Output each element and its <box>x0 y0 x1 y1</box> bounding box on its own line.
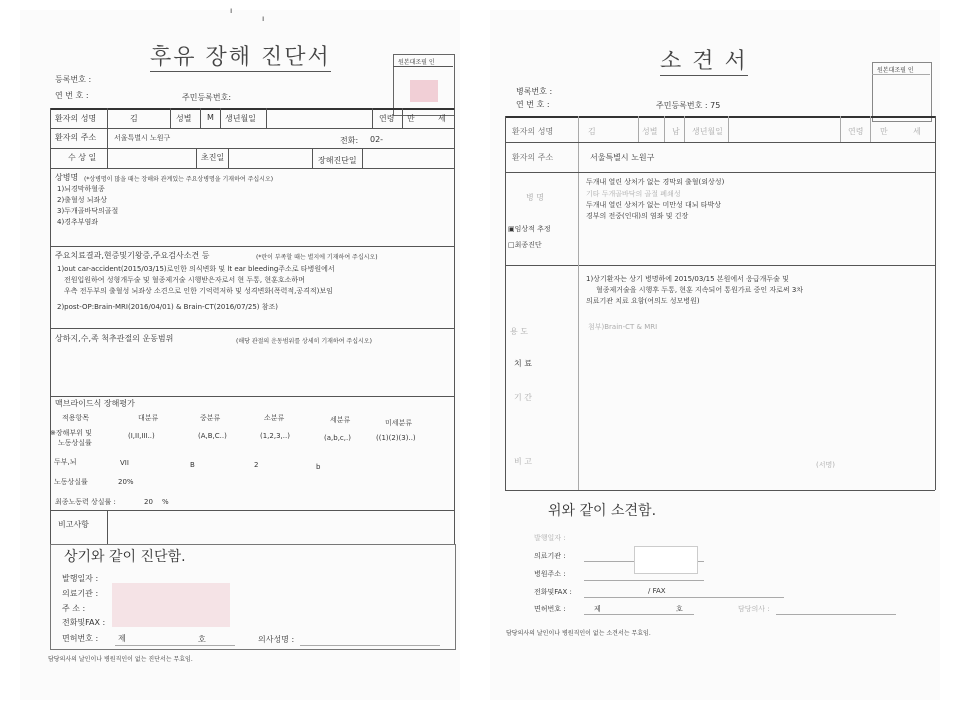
serial-label: 연 번 호 : <box>55 91 89 100</box>
sex-label: 성별 <box>642 127 658 136</box>
serial-label: 연 번 호 : <box>516 100 550 109</box>
cell-detail: b <box>316 463 321 471</box>
row-divider <box>505 265 935 266</box>
diagnosis-item: 1)뇌경막하혈종 <box>57 185 105 193</box>
opinion-line: 혈종제거술을 시행후 두통, 현훈 지속되어 통원가료 중인 자로써 3차 <box>596 286 804 294</box>
table-right-border <box>935 116 936 490</box>
cell-major: VII <box>120 459 129 467</box>
conclusion: 상기와 같이 진단함. <box>64 549 186 565</box>
patient-name-value: 김 <box>130 114 138 123</box>
row-divider <box>50 168 454 169</box>
table-left-border <box>50 108 51 544</box>
col-divider <box>228 148 229 168</box>
hospital-addr-label: 병원주소 : <box>534 570 566 578</box>
clinical-label: ▣임상적 추정 <box>508 225 551 233</box>
underline <box>300 645 440 646</box>
cell-rate: 20% <box>118 478 134 486</box>
treatment-label: 치 료 <box>514 359 532 368</box>
row-label: 노동상실률 <box>54 478 88 486</box>
disease-line: 두개내 열린 상처가 없는 미만성 대뇌 타박상 <box>586 201 722 209</box>
reg-no-label: 병록번호 : <box>516 87 553 96</box>
col-divider <box>107 148 108 168</box>
rrn-label: 주민등록번호: <box>182 93 232 102</box>
injury-date-label: 수 상 일 <box>68 153 97 162</box>
treatment-note: (*란이 부족할 때는 별지에 기재하여 주십시오) <box>256 254 378 261</box>
page-title: 소 견 서 <box>660 44 748 76</box>
table-bottom-border <box>505 490 935 491</box>
table-right-border <box>454 108 455 544</box>
rrn-label: 주민등록번호 : 75 <box>656 101 721 110</box>
mcbride-label: 맥브라이드식 장해평가 <box>55 399 135 408</box>
disease-line: 두개내 열린 상처가 없는 경막외 출혈(외상성) <box>586 178 725 186</box>
treatment-line: 전원입원하여 성형개두술 및 혈종제거술 시행받은자로서 현 두통, 현훈호소하며 <box>64 276 305 284</box>
row-divider <box>50 148 454 149</box>
disease-name-label: 상병명 <box>55 173 79 182</box>
cell-small: 2 <box>254 461 259 469</box>
remark-value: 첨부)Brain-CT & MRI <box>588 323 658 331</box>
cell-medium: (A,B,C..) <box>198 432 227 440</box>
row-divider <box>505 142 935 143</box>
footer-note: 담당의사의 날인이나 병원직인이 없는 소견서는 무효임. <box>506 630 651 637</box>
row-label: ※장해부위 및 <box>50 429 92 437</box>
sex-value: 남 <box>672 127 680 136</box>
cell-fine: ((1)(2)(3)..) <box>376 434 416 442</box>
cell-small: (1,2,3,..) <box>260 432 290 440</box>
first-visit-label: 초진일 <box>201 153 225 162</box>
phone-label: 전화: <box>340 136 359 145</box>
col-divider <box>107 510 108 544</box>
license-label: 면허번호 : <box>534 605 566 613</box>
stamp-label: 원본대조필 인 <box>877 67 914 74</box>
address-label-sig: 주 소 : <box>62 604 86 613</box>
opinion-line: 의료기관 치료 요함(여의도 성모병원) <box>586 297 700 305</box>
note-label: 비 고 <box>514 457 532 466</box>
issue-date-label: 발행일자 : <box>534 534 566 542</box>
final-rate-unit: % <box>162 498 169 506</box>
col-divider <box>684 116 685 142</box>
redacted-stamp <box>410 80 438 102</box>
col-header-fine: 미세분류 <box>385 419 413 427</box>
diagnosis-item: 3)두개골바닥의골절 <box>57 207 119 215</box>
col-header-detail: 세분류 <box>330 416 351 424</box>
sex-value: M <box>207 113 214 122</box>
row-label: 노동상실률 <box>58 439 92 447</box>
diagnosis-item: 4)경추부염좌 <box>57 218 98 226</box>
disease-line: 경부의 전중(인대)의 염좌 및 긴장 <box>586 212 689 220</box>
remarks-label: 비고사항 <box>58 520 89 529</box>
treatment-label: 주요치료결과,현증및기왕증,주요검사소견 등 <box>55 251 210 260</box>
license-prefix: 제 <box>118 634 126 643</box>
col-divider <box>638 116 639 142</box>
underline <box>584 614 694 615</box>
cell-medium: B <box>190 461 195 469</box>
col-divider <box>578 265 579 490</box>
license-prefix: 제 <box>594 605 601 613</box>
age-label: 연령 <box>379 114 395 123</box>
opinion-line: 1)상기환자는 상기 병명하에 2015/03/15 본원에서 응급개두술 및 <box>586 275 789 283</box>
license-label: 면허번호 : <box>62 634 99 643</box>
cell-detail: (a,b,c,.) <box>324 434 351 442</box>
final-rate-value: 20 <box>144 498 153 506</box>
cell-major: (I,II,III..) <box>128 432 155 440</box>
institution-label: 의료기관 : <box>62 589 99 598</box>
scan-mark: ı <box>262 14 265 23</box>
scan-mark: ı <box>230 6 233 15</box>
page-title: 후유 장해 진단서 <box>150 40 331 72</box>
remark-label: 용 도 <box>510 327 528 336</box>
stamp-divider <box>393 66 453 67</box>
age-value: 만 <box>880 127 888 136</box>
stamp-divider <box>872 74 930 75</box>
address-value: 서울특별시 노원구 <box>114 134 171 142</box>
col-divider <box>220 108 221 128</box>
col-divider <box>312 148 313 168</box>
footer-note: 담당의사의 날인이나 병원직인이 없는 진단서는 무효임. <box>48 656 193 663</box>
doctor-label: 담당의사 : <box>738 605 770 613</box>
col-divider <box>728 116 729 142</box>
age-suffix: 세 <box>913 127 921 136</box>
row-divider <box>50 510 454 511</box>
row-divider <box>50 396 454 397</box>
col-divider <box>372 108 373 128</box>
table-top-border <box>50 108 454 110</box>
rom-note: (해당 관절의 운동범위를 상세히 기재하여 주십시오) <box>236 338 372 345</box>
col-divider <box>840 116 841 142</box>
address-label: 환자의 주소 <box>512 153 554 162</box>
treatment-line: 2)post-OP:Brain-MRI(2016/04/01) & Brain-CT(2016/07/25) 참조) <box>57 303 279 311</box>
rom-label: 상하지,수,족 척추관절의 운동범위 <box>55 334 174 343</box>
patient-name-label: 환자의 성명 <box>512 127 554 136</box>
disease-label: 병 명 <box>526 193 544 202</box>
disease-line: 기타 두개골바닥의 골절 폐쇄성 <box>586 190 681 198</box>
tel-label: 전화및FAX : <box>534 588 572 596</box>
col-divider <box>170 108 171 128</box>
fax-label: / FAX <box>648 587 666 595</box>
disease-name-note: (*상병명이 많을 때는 장해와 관계있는 주요상병명을 기재하여 주십시오) <box>84 176 274 183</box>
col-divider <box>870 116 871 142</box>
address-value: 서울특별시 노원구 <box>590 153 655 162</box>
issue-date-label: 발행일자 : <box>62 574 99 583</box>
reg-no-label: 등록번호 : <box>55 75 92 84</box>
underline <box>584 580 704 581</box>
col-header-small: 소분류 <box>264 414 285 422</box>
col-divider <box>402 108 403 128</box>
redacted-seal <box>634 546 698 574</box>
signature-label: (서명) <box>816 461 835 469</box>
col-divider <box>266 108 267 128</box>
col-header-item: 적용항목 <box>62 414 90 422</box>
tel-label: 전화및FAX : <box>62 618 106 627</box>
redacted-seal <box>112 583 230 627</box>
doctor-label: 의사성명 : <box>258 635 295 644</box>
address-label: 환자의 주소 <box>55 133 97 142</box>
col-divider <box>664 116 665 142</box>
age-suffix: 세 <box>438 114 446 123</box>
birth-label: 생년월일 <box>692 127 723 136</box>
col-header-medium: 중분류 <box>200 414 221 422</box>
underline <box>584 597 784 598</box>
age-prefix: 만 <box>407 114 415 123</box>
row-divider <box>50 128 454 129</box>
stamp-label: 원본대조필 인 <box>398 59 435 66</box>
row-divider <box>50 328 454 329</box>
col-divider <box>200 108 201 128</box>
license-suffix: 호 <box>198 635 206 644</box>
license-suffix: 호 <box>676 605 683 613</box>
treatment-line: 1)out car-accident(2015/03/15)로인한 의식변화 및 lt ear bleeding주소로 타병원에서 <box>57 265 335 273</box>
patient-name-label: 환자의 성명 <box>55 114 97 123</box>
period-label: 기 간 <box>514 393 532 402</box>
underline <box>776 614 896 615</box>
disability-date-label: 장해진단일 <box>318 156 357 165</box>
row-label: 두부,뇌 <box>54 458 77 466</box>
treatment-line: 우측 전두부의 출혈성 뇌좌상 소견으로 인한 기억력저하 및 성격변화(폭력적,공격적)보임 <box>64 287 333 295</box>
col-header-major: 대분류 <box>138 414 159 422</box>
final-rate-label: 최종노동력 상실률 : <box>55 498 116 506</box>
final-diag-label: □최종진단 <box>508 241 542 249</box>
col-divider <box>196 148 197 168</box>
col-divider <box>362 148 363 168</box>
patient-name-value: 김 <box>588 127 596 136</box>
institution-label: 의료기관 : <box>534 552 566 560</box>
conclusion: 위와 같이 소견함. <box>548 503 657 519</box>
birth-label: 생년월일 <box>225 114 256 123</box>
diagnosis-item: 2)출혈성 뇌좌상 <box>57 196 107 204</box>
sex-label: 성별 <box>176 114 192 123</box>
underline <box>115 645 235 646</box>
age-label: 연령 <box>848 127 864 136</box>
row-divider <box>50 246 454 247</box>
row-divider <box>505 172 935 173</box>
phone-value: 02- <box>370 135 384 144</box>
